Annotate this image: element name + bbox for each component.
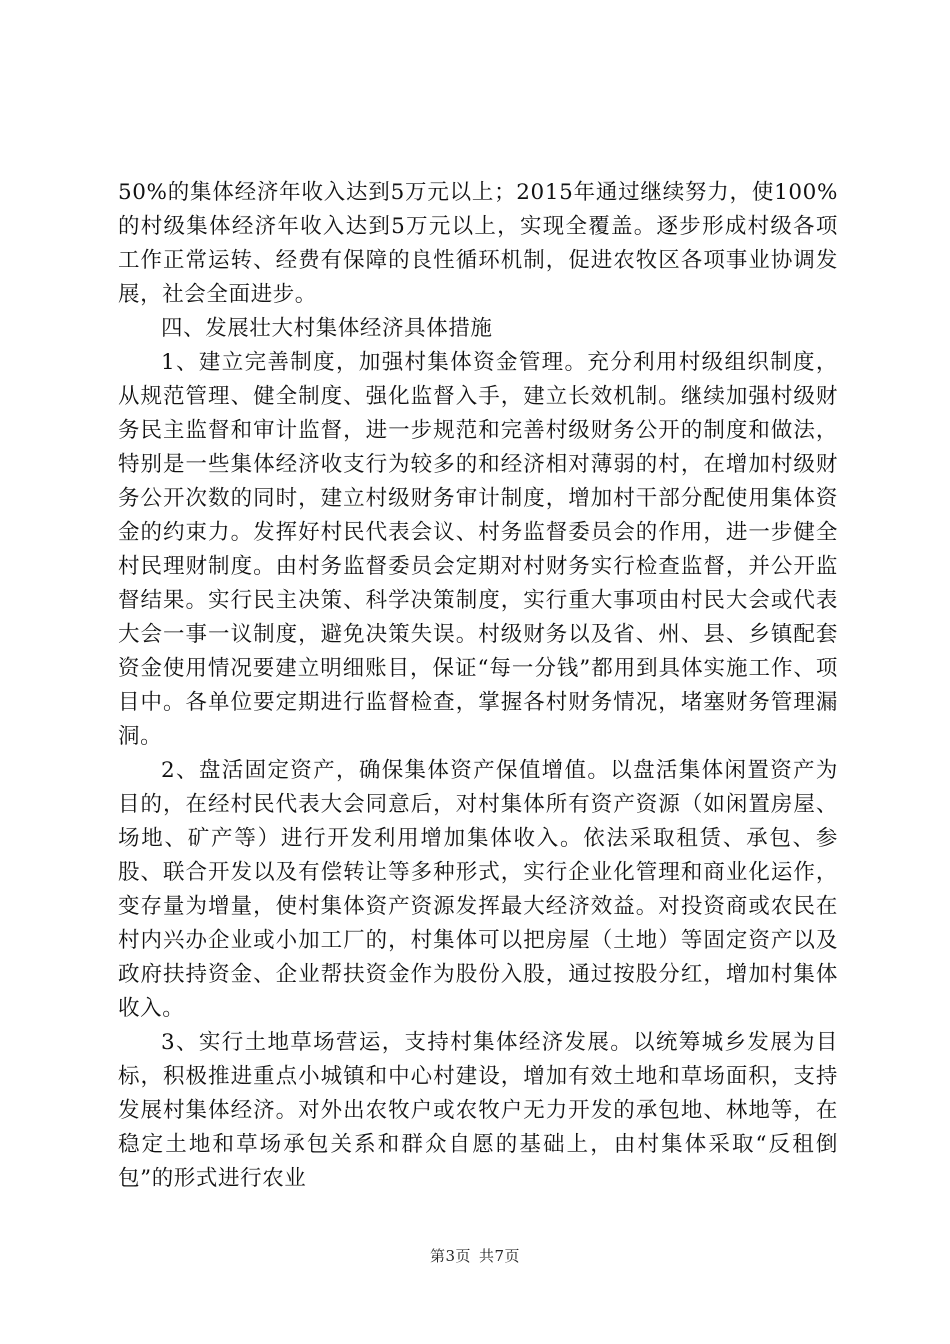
page-total: 共7页 [479,1247,521,1265]
document-body [118,176,838,1196]
page-footer [0,1245,950,1266]
paragraph-measure-1: 1、建立完善制度，加强村集体资金管理。充分利用村级组织制度，从规范管理、健全制度、强化监督入手，建立长效机制。继续加强村级财务民主监督和审计监督，进一步规范和完善村级财务公开的制度和做法，特别是一些集体经济收支行为较多的和经济相对薄弱的村，在增加村级财务公开次数的同时，建立村级财务审计制度，增加村干部分配使用集体资金的约束力。发挥好村民代表会议、村务监督委员会的作用，进一步健全村民理财制度。由村务监督委员会定期对村财务实行检查监督，并公开监督结果。实行民主决策、科学决策制度，实行重大事项由村民大会或代表大会一事一议制度，避免决策失误。村级财务以及省、州、县、乡镇配套资金使用情况要建立明细账目，保证“每一分钱”都用到具体实施工作、项目中。各单位要定期进行监督检查，掌握各村财务情况，堵塞财务管理漏洞。 [118,350,838,749]
section-heading: 四、发展壮大村集体经济具体措施 [161,316,493,341]
paragraph-measure-2: 2、盘活固定资产，确保集体资产保值增值。以盘活集体闲置资产为目的，在经村民代表大会同意后，对村集体所有资产资源（如闲置房屋、场地、矿产等）进行开发利用增加集体收入。依法采取租赁、承包、参股、联合开发以及有偿转让等多种形式，实行企业化管理和商业化运作，变存量为增量，使村集体资产资源发挥最大经济效益。对投资商或农民在村内兴办企业或小加工厂的，村集体可以把房屋（土地）等固定资产以及政府扶持资金、企业帮扶资金作为股份入股，通过按股分红，增加村集体收入。 [118,758,838,1021]
page-number: 第3页 [429,1247,471,1265]
paragraph-continuation: 50%的集体经济年收入达到5万元以上；2015年通过继续努力，使100%的村级集体经济年收入达到5万元以上，实现全覆盖。逐步形成村级各项工作正常运转、经费有保障的良性循环机制，促进农牧区各项事业协调发展，社会全面进步。 [118,180,838,307]
paragraph-measure-3: 3、实行土地草场营运，支持村集体经济发展。以统筹城乡发展为目标，积极推进重点小城镇和中心村建设，增加有效土地和草场面积，支持发展村集体经济。对外出农牧户或农牧户无力开发的承包地、林地等，在稳定土地和草场承包关系和群众自愿的基础上，由村集体采取“反租倒包”的形式进行农业 [118,1030,838,1191]
